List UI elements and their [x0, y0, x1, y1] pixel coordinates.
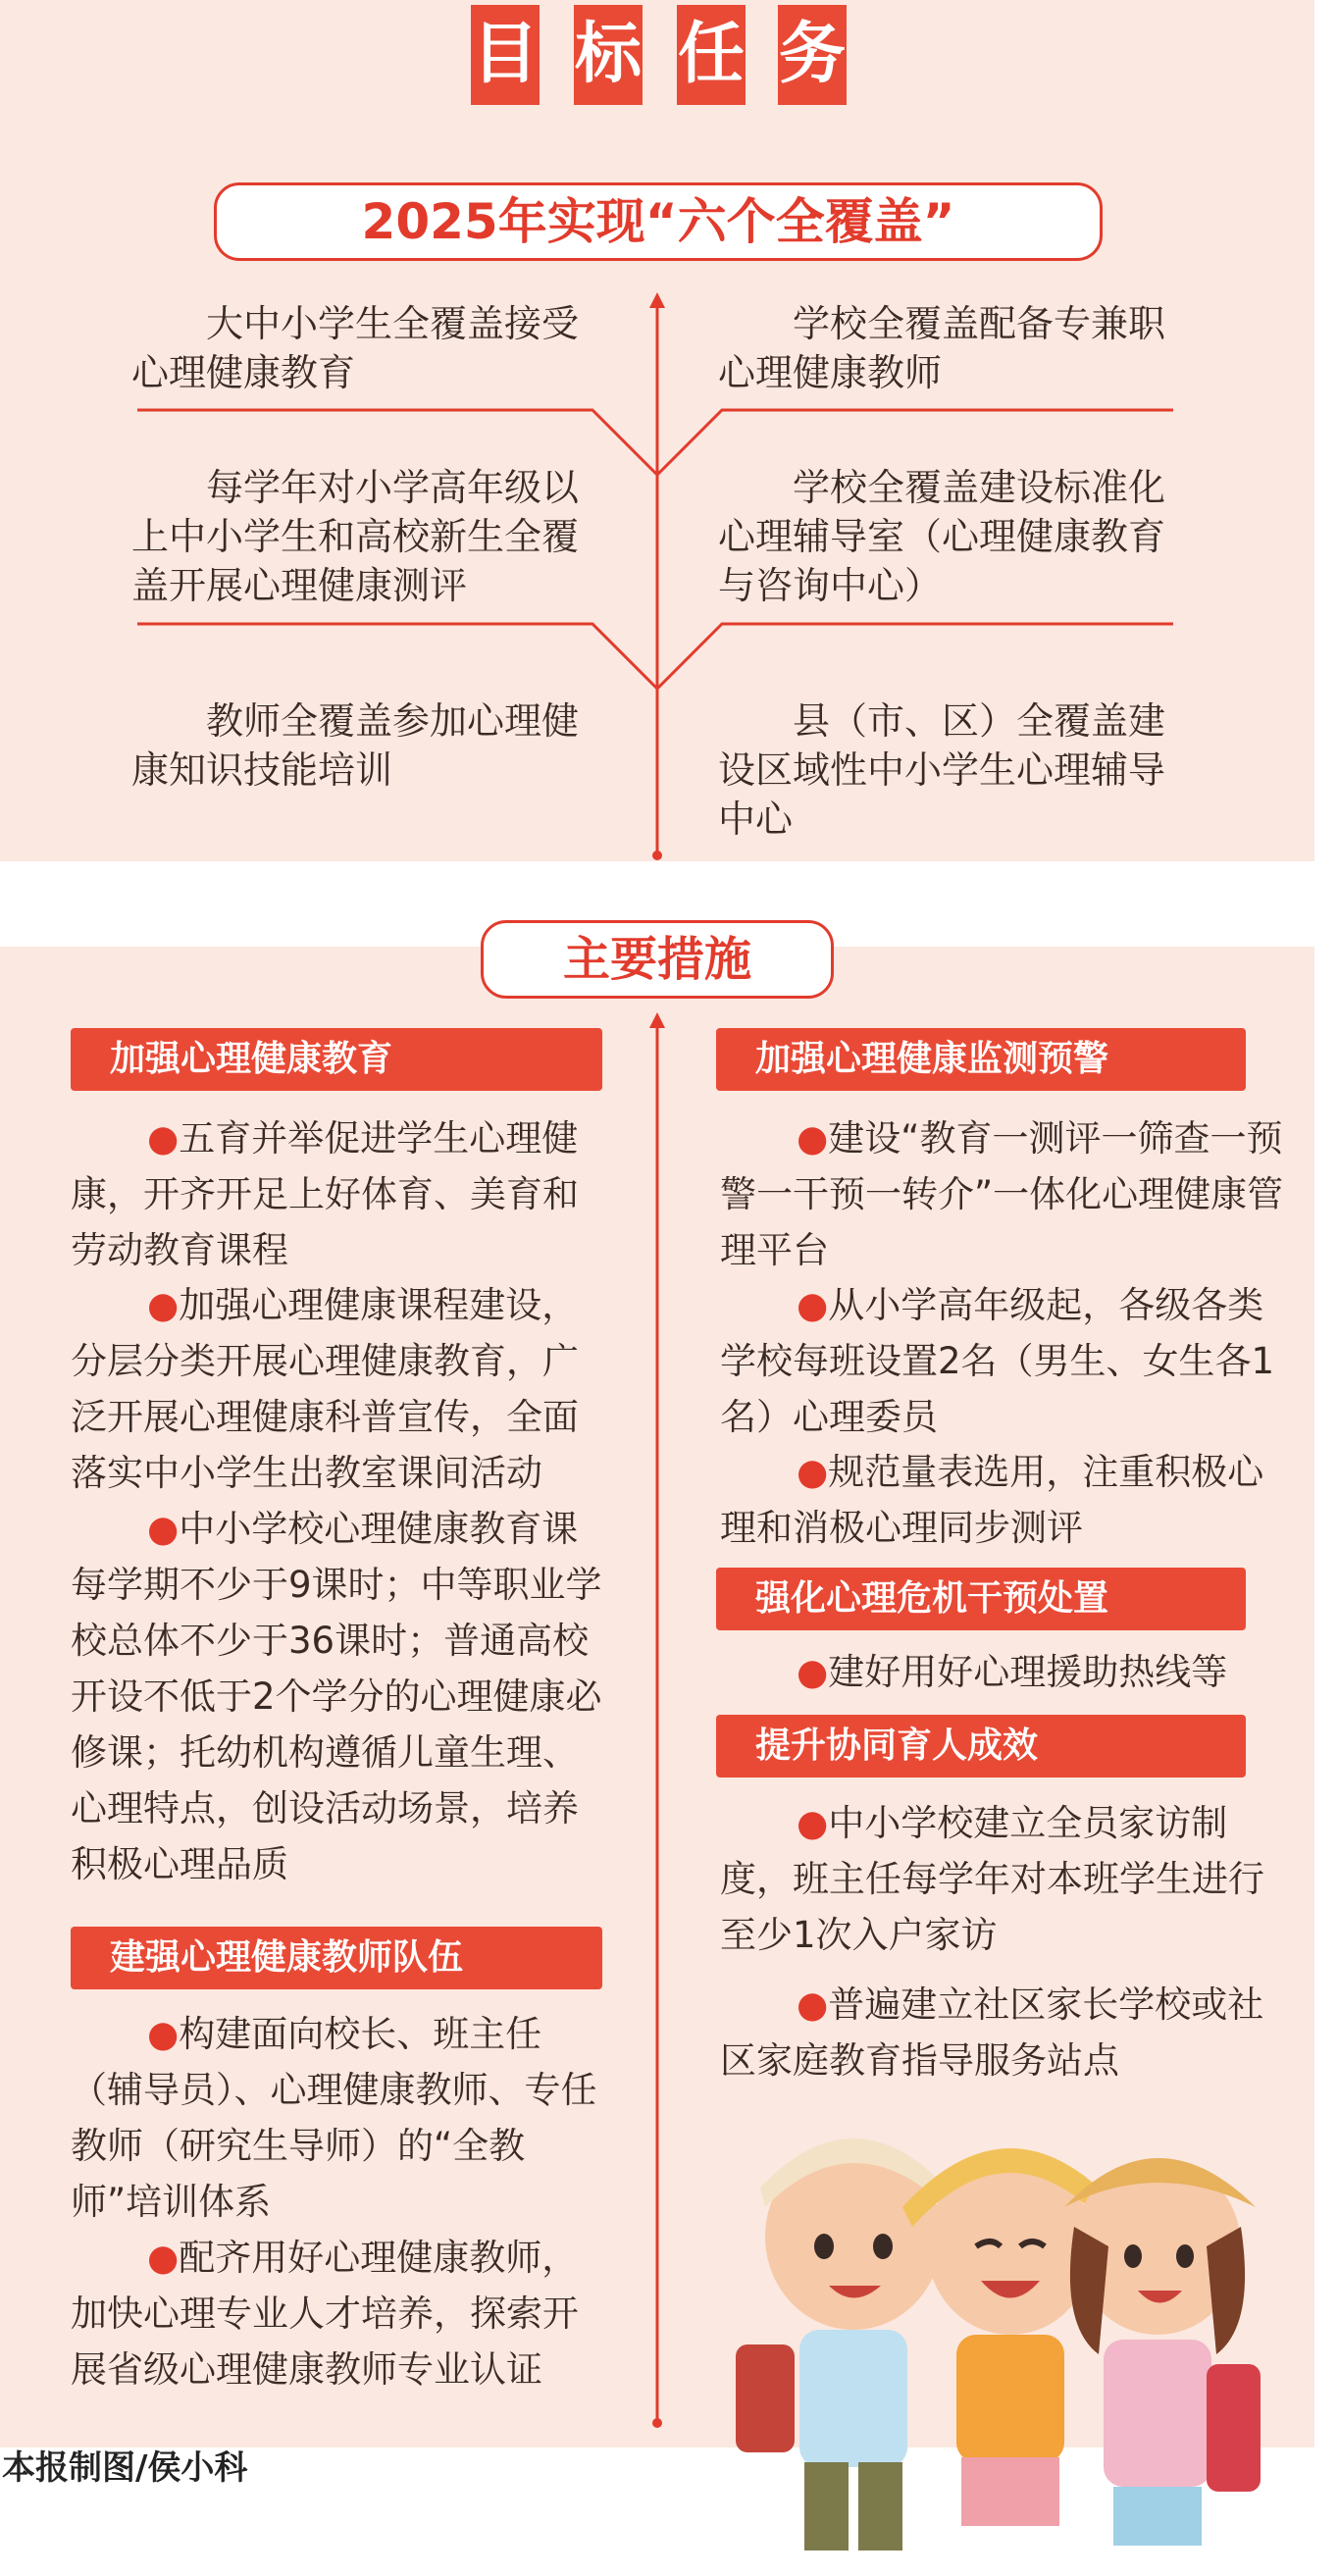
- bullet-item: [720, 1977, 1284, 2088]
- section-title: 加强心理健康教育: [71, 1028, 602, 1091]
- bullet-item: [720, 1444, 1284, 1556]
- goals-heading-pill: 2025年实现“六个全覆盖”: [214, 182, 1103, 261]
- bullet-text: 普遍建立社区家长学校或社区家庭教育指导服务站点: [720, 1984, 1264, 2082]
- section-title: 加强心理健康监测预警: [716, 1028, 1246, 1091]
- children-illustration: [716, 2099, 1265, 2576]
- bullet-item: [71, 2006, 610, 2230]
- bullet-item: [71, 1277, 610, 1501]
- goal-item: 大中小学生全覆盖接受心理健康教育: [131, 302, 580, 394]
- bullet-item: [720, 1795, 1284, 1963]
- title-char: 目: [471, 5, 540, 105]
- bullet-dot-icon: ●: [147, 1117, 180, 1159]
- measures-heading-pill: 主要措施: [481, 920, 834, 999]
- bullet-item: [71, 1110, 610, 1278]
- bullet-dot-icon: ●: [147, 2237, 180, 2279]
- bullet-text: 建好用好心理援助热线等: [828, 1651, 1228, 1693]
- title-char: 务: [778, 5, 847, 105]
- goal-item: 学校全覆盖配备专兼职心理健康教师: [718, 302, 1166, 394]
- bullet-text: 从小学高年级起，各级各类学校每班设置2名（男生、女生各1名）心理委员: [720, 1284, 1275, 1438]
- page-title: [471, 5, 853, 105]
- bullet-item: [720, 1277, 1284, 1445]
- bullet-dot-icon: ●: [797, 1651, 829, 1693]
- goal-item: 学校全覆盖建设标准化心理辅导室（心理健康教育与咨询中心）: [718, 466, 1166, 607]
- bullet-dot-icon: ●: [797, 1117, 829, 1159]
- bullet-item: [720, 1110, 1284, 1278]
- bullet-dot-icon: ●: [147, 2013, 180, 2055]
- section-title: 提升协同育人成效: [716, 1715, 1246, 1777]
- bullet-dot-icon: ●: [147, 1508, 180, 1550]
- section-title: 建强心理健康教师队伍: [71, 1927, 602, 1989]
- bullet-text: 规范量表选用，注重积极心理和消极心理同步测评: [720, 1451, 1264, 1549]
- goal-item: 每学年对小学高年级以上中小学生和高校新生全覆盖开展心理健康测评: [131, 466, 580, 607]
- title-char: 任: [677, 5, 746, 105]
- credit-text: 本报制图/侯小科: [2, 2448, 248, 2488]
- bullet-text: 中小学校心理健康教育课每学期不少于9课时；中等职业学校总体不少于36课时；普通高校开设不低于2个学分的心理健康必修课；托幼机构遵循儿童生理、心理特点，创设活动场景，培养积极心理品质: [71, 1508, 602, 1885]
- bullet-dot-icon: ●: [797, 1451, 829, 1493]
- bullet-text: 五育并举促进学生心理健康，开齐开足上好体育、美育和劳动教育课程: [71, 1117, 579, 1271]
- bullet-dot-icon: ●: [797, 1984, 829, 2026]
- section-title: 强化心理危机干预处置: [716, 1568, 1246, 1630]
- goal-item: 教师全覆盖参加心理健康知识技能培训: [131, 699, 580, 792]
- bullet-text: 构建面向校长、班主任（辅导员）、心理健康教师、专任教师（研究生导师）的“全教师”培训体系: [71, 2013, 597, 2223]
- bullet-text: 中小学校建立全员家访制度，班主任每学年对本班学生进行至少1次入户家访: [720, 1802, 1264, 1956]
- title-char: 标: [574, 5, 643, 105]
- bullet-dot-icon: ●: [147, 1284, 180, 1326]
- bullet-item: [71, 1501, 610, 1892]
- bullet-text: 加强心理健康课程建设，分层分类开展心理健康教育，广泛开展心理健康科普宣传，全面落实中小学生出教室课间活动: [71, 1284, 579, 1494]
- bullet-item: [71, 2230, 610, 2397]
- bullet-dot-icon: ●: [797, 1284, 829, 1326]
- bullet-text: 建设“教育一测评一筛查一预警一干预一转介”一体化心理健康管理平台: [720, 1117, 1284, 1271]
- bullet-dot-icon: ●: [797, 1802, 829, 1844]
- bullet-item: [720, 1644, 1284, 1700]
- bullet-text: 配齐用好心理健康教师，加快心理专业人才培养，探索开展省级心理健康教师专业认证: [71, 2237, 579, 2391]
- goal-item: 县（市、区）全覆盖建设区域性中小学生心理辅导中心: [718, 699, 1166, 841]
